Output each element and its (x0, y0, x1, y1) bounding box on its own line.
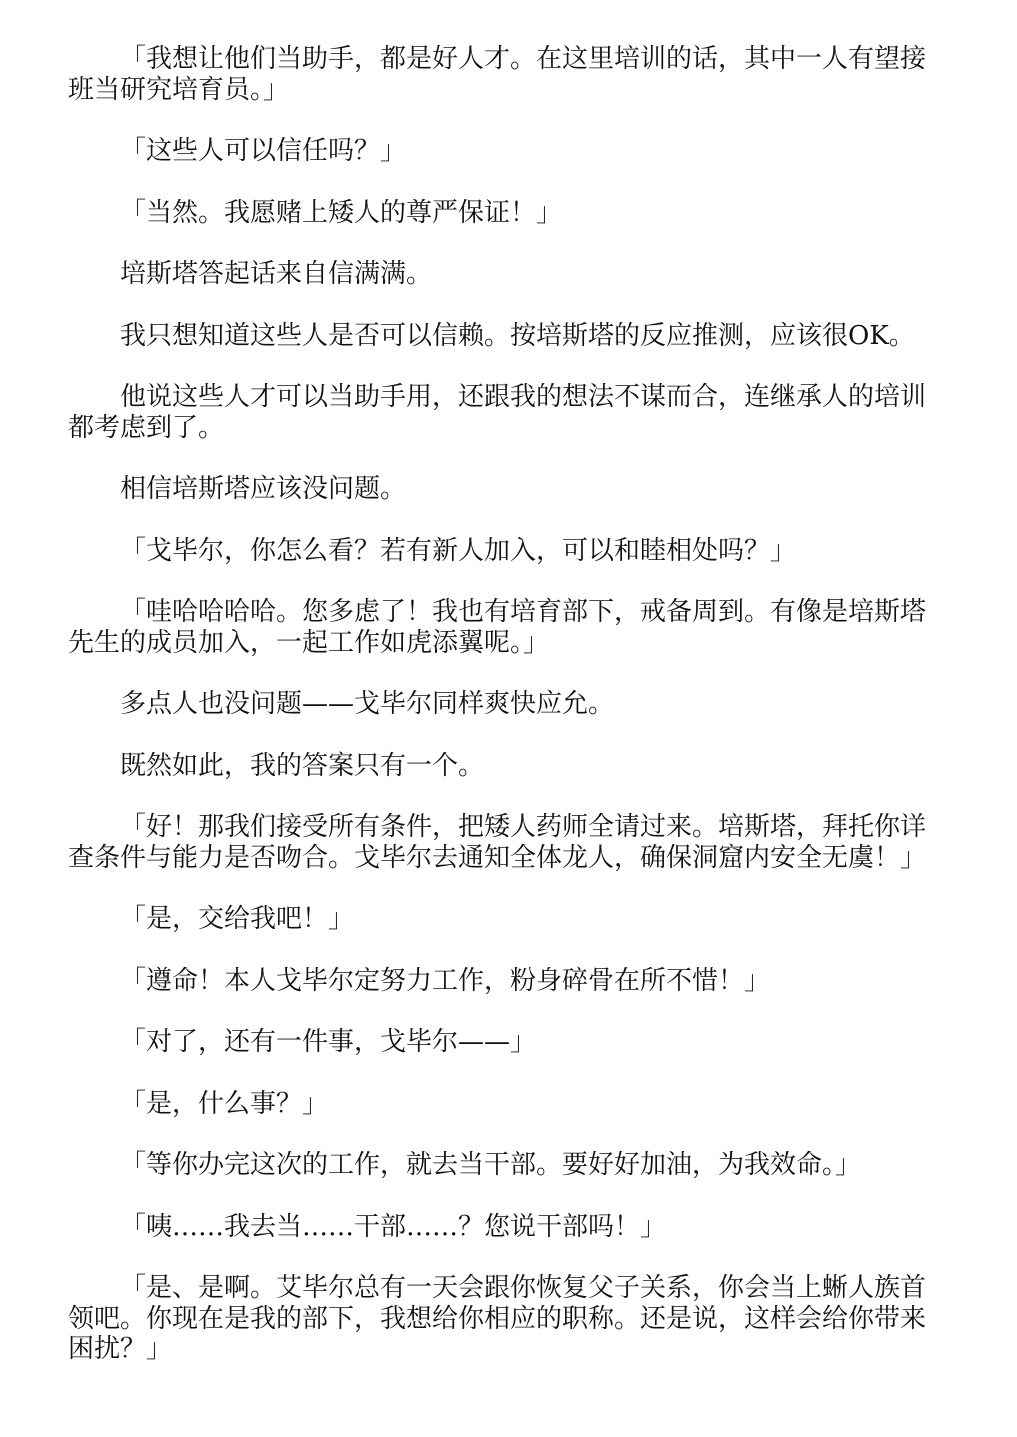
paragraph: 培斯塔答起话来自信满满。 (120, 259, 433, 289)
paragraph: 「咦……我去当……干部……？您说干部吗！」 (120, 1211, 667, 1242)
paragraph: 相信培斯塔应该没问题。 (120, 474, 407, 504)
paragraph: 「戈毕尔，你怎么看？若有新人加入，可以和睦相处吗？」 (120, 535, 797, 566)
paragraph: 「是，交给我吧！」 (120, 904, 355, 934)
paragraph: 他说这些人才可以当助手用，还跟我的想法不谋而合，连继承人的培训都考虑到了。 (68, 382, 927, 443)
paragraph: 多点人也没问题——戈毕尔同样爽快应允。 (120, 689, 615, 719)
paragraph: 「遵命！本人戈毕尔定努力工作，粉身碎骨在所不惜！」 (120, 965, 771, 996)
paragraph: 「是，什么事？」 (120, 1088, 329, 1119)
paragraph: 「我想让他们当助手，都是好人才。在这里培训的话，其中一人有望接班当研究培育员。」 (68, 44, 927, 105)
paragraph: 「这些人可以信任吗？」 (120, 136, 407, 166)
paragraph: 我只想知道这些人是否可以信赖。按培斯塔的反应推测，应该很OK。 (120, 320, 915, 351)
document-page (68, 44, 944, 1396)
paragraph: 「当然。我愿赌上矮人的尊严保证！」 (120, 197, 563, 228)
paragraph: 既然如此，我的答案只有一个。 (120, 750, 485, 781)
paragraph: 「对了，还有一件事，戈毕尔——」 (120, 1027, 537, 1057)
paragraph: 「好！那我们接受所有条件，把矮人药师全请过来。培斯塔，拜托你详查条件与能力是否吻合。戈毕尔去通知全体龙人，确保洞窟内安全无虞！」 (68, 812, 927, 873)
paragraph: 「是、是啊。艾毕尔总有一天会跟你恢复父子关系，你会当上蜥人族首领吧。你现在是我的部下，我想给你相应的职称。还是说，这样会给你带来困扰？」 (68, 1273, 927, 1364)
paragraph: 「哇哈哈哈哈。您多虑了！我也有培育部下，戒备周到。有像是培斯塔先生的成员加入，一起工作如虎添翼呢。」 (68, 597, 927, 658)
paragraph: 「等你办完这次的工作，就去当干部。要好好加油，为我效命。」 (120, 1150, 862, 1180)
